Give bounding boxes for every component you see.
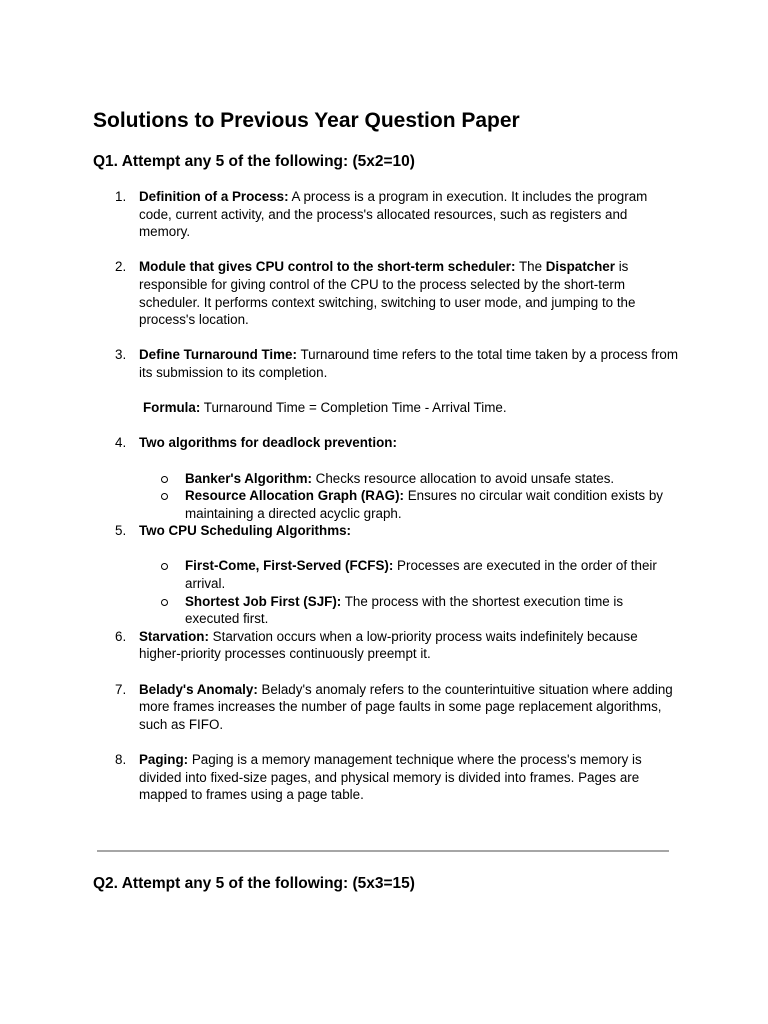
answer-term: Define Turnaround Time: xyxy=(139,347,297,363)
sub-item-term: Banker's Algorithm: xyxy=(185,470,312,486)
answer-item-6 xyxy=(115,628,679,663)
formula-text: Turnaround Time = Completion Time - Arrival Time. xyxy=(200,400,507,416)
formula-line xyxy=(143,399,679,417)
answer-text xyxy=(139,346,679,381)
answer-term: Two CPU Scheduling Algorithms: xyxy=(139,523,352,539)
horizontal-divider xyxy=(97,850,669,852)
answer-text xyxy=(139,522,679,540)
answer-body: Belady's anomaly refers to the counterintuitive situation where adding more frames increases the number of page faults in some page replacement algorithms, such as FIFO. xyxy=(139,681,673,732)
answer-item-7 xyxy=(115,681,679,734)
answer-number: 5. xyxy=(115,523,127,539)
answer-term: Paging: xyxy=(139,752,189,767)
answer-item-4 xyxy=(115,434,679,522)
answer-number: 8. xyxy=(115,752,127,767)
answer-sublist xyxy=(139,557,679,627)
sub-item xyxy=(139,593,679,628)
answer-term: Belady's Anomaly: xyxy=(139,681,258,697)
answer-body: A process is a program in execution. It includes the program code, current activity, and the process's allocated resources, such as registers and memory. xyxy=(139,189,648,240)
answer-text xyxy=(139,258,679,328)
answer-number: 6. xyxy=(115,628,127,644)
formula-label: Formula: xyxy=(143,400,201,416)
q2-heading: Q2. Attempt any 5 of the following: (5x3=15) xyxy=(93,875,415,892)
sub-item xyxy=(139,470,679,488)
answer-item-5 xyxy=(115,522,679,628)
answer-text xyxy=(139,681,679,734)
sub-item-term: Shortest Job First (SJF): xyxy=(185,593,342,609)
answer-text xyxy=(139,628,679,663)
answer-text xyxy=(139,751,679,804)
answer-text xyxy=(139,434,679,452)
answer-number: 2. xyxy=(115,259,127,275)
answer-body: Paging is a memory management technique where the process's memory is divided into fixed-size pages, and physical memory is divided into frames. Pages are mapped to frames using a page table. xyxy=(139,752,642,803)
hollow-bullet-icon xyxy=(161,476,168,483)
answer-text xyxy=(139,188,679,241)
sub-item-term: Resource Allocation Graph (RAG): xyxy=(185,488,404,504)
hollow-bullet-icon xyxy=(161,563,168,570)
sub-item xyxy=(139,487,679,522)
answer-body: The xyxy=(515,259,546,275)
page-title: Solutions to Previous Year Question Paper xyxy=(93,109,520,132)
answer-body: Starvation occurs when a low-priority process waits indefinitely because higher-priority processes continuously preempt it. xyxy=(139,628,638,662)
q1-heading: Q1. Attempt any 5 of the following: (5x2=10) xyxy=(93,153,415,170)
answer-number: 7. xyxy=(115,681,127,697)
answer-body: is responsible for giving control of the CPU to the process selected by the short-term scheduler. It performs context switching, switching to user mode, and jumping to the process's location. xyxy=(139,259,636,328)
answer-item-3 xyxy=(115,346,679,416)
q1-answer-list xyxy=(115,188,679,821)
answer-term: Starvation: xyxy=(139,628,209,644)
answer-item-8 xyxy=(115,751,679,804)
answer-term: Module that gives CPU control to the short-term scheduler: xyxy=(139,259,516,275)
answer-item-2 xyxy=(115,258,679,328)
answer-term: Definition of a Process: xyxy=(139,189,289,204)
sub-item-text: Ensures no circular wait condition exists by maintaining a directed acyclic graph. xyxy=(185,488,663,521)
answer-item-1 xyxy=(115,188,679,241)
sub-item xyxy=(139,557,679,592)
answer-sublist xyxy=(139,470,679,523)
answer-number: 4. xyxy=(115,435,127,451)
hollow-bullet-icon xyxy=(161,599,168,606)
sub-item-text: Checks resource allocation to avoid unsafe states. xyxy=(311,470,615,486)
answer-term: Two algorithms for deadlock prevention: xyxy=(139,435,397,451)
sub-item-text: Processes are executed in the order of their arrival. xyxy=(185,558,657,592)
answer-emphasis: Dispatcher xyxy=(545,259,615,275)
sub-item-text: The process with the shortest execution time is executed first. xyxy=(185,593,624,627)
answer-body: Turnaround time refers to the total time taken by a process from its submission to its completion. xyxy=(139,347,679,380)
answer-number: 1. xyxy=(115,189,127,204)
hollow-bullet-icon xyxy=(161,493,168,500)
sub-item-term: First-Come, First-Served (FCFS): xyxy=(185,558,394,574)
answer-number: 3. xyxy=(115,347,127,363)
